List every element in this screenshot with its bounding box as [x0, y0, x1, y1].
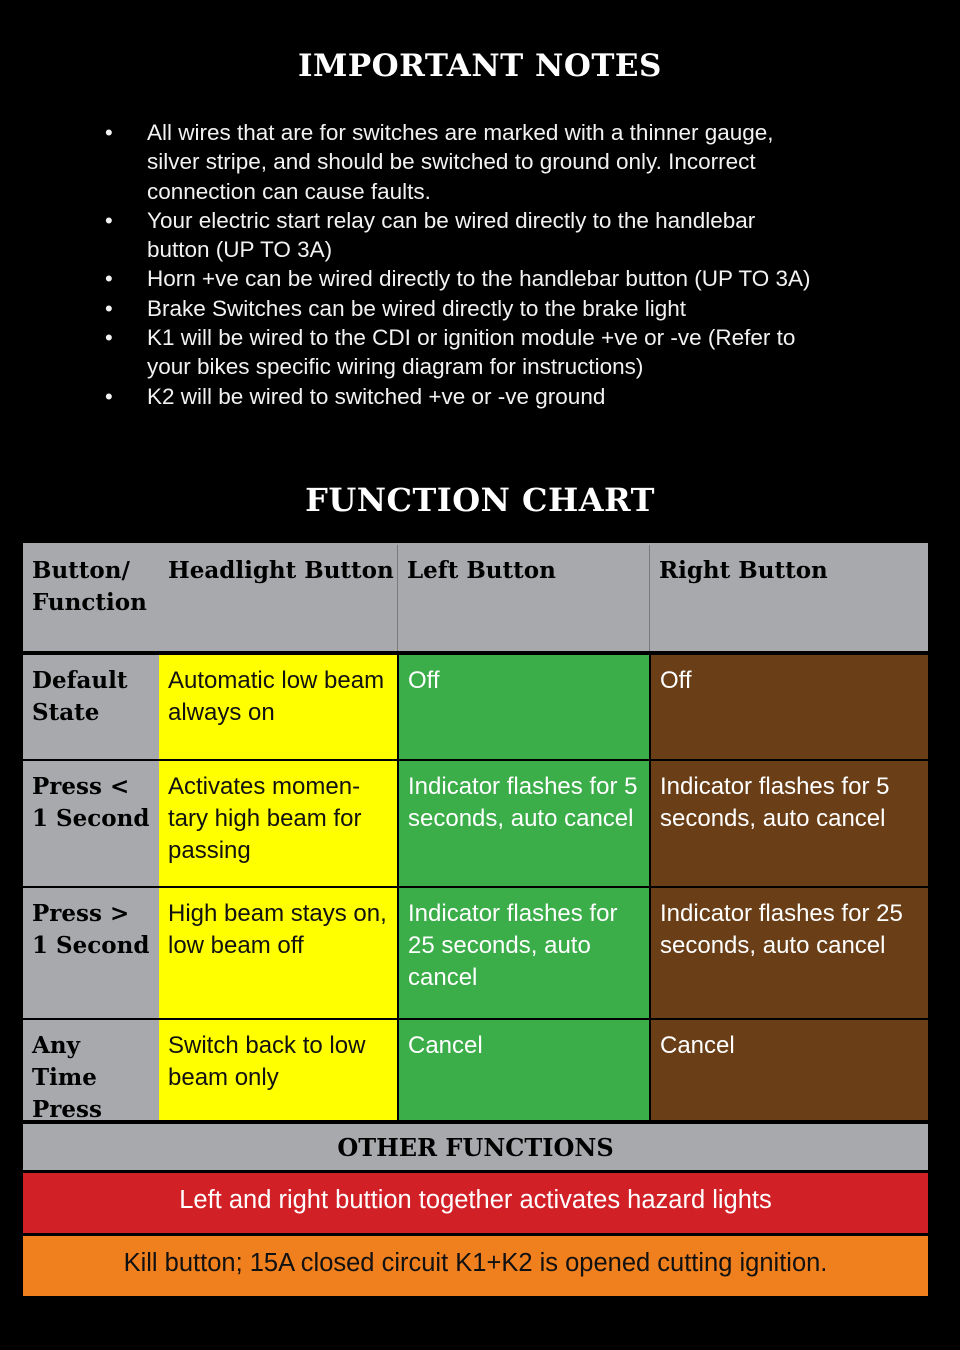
headlight-cell: Switch back to low beam only: [159, 1020, 397, 1120]
function-chart-title: FUNCTION CHART: [305, 481, 655, 519]
header-headlight-button: Headlight Button: [168, 557, 394, 584]
row-label: Press < 1 Second: [23, 761, 159, 886]
notes-title: IMPORTANT NOTES: [298, 48, 662, 84]
row-label: Default State: [23, 655, 159, 759]
function-chart-table: [23, 543, 928, 1296]
table-header-row: [23, 543, 928, 651]
headlight-cell: High beam stays on, low beam off: [159, 888, 397, 1018]
header-button-function: Button/ Function: [32, 557, 147, 616]
note-item: • K1 will be wired to the CDI or ignition module +ve or -ve (Refer to your bikes specific wiring diagram for instructions): [100, 323, 820, 382]
hazard-lights-band: Left and right buttion together activates hazard lights: [23, 1170, 928, 1233]
note-item: • Horn +ve can be wired directly to the handlebar button (UP TO 3A): [100, 264, 820, 293]
kill-button-band: Kill button; 15A closed circuit K1+K2 is opened cutting ignition.: [23, 1233, 928, 1296]
note-item: • All wires that are for switches are marked with a thinner gauge, silver stripe, and should be switched to ground only. Incorrect connection can cause faults.: [100, 118, 820, 206]
left-button-cell: Indicator flashes for 5 seconds, auto cancel: [397, 761, 649, 886]
table-row: [23, 886, 928, 1018]
right-button-cell: Indicator flashes for 5 seconds, auto cancel: [649, 761, 928, 886]
left-button-cell: Indicator flashes for 25 seconds, auto cancel: [397, 888, 649, 1018]
table-row: [23, 759, 928, 886]
headlight-cell: Automatic low beam always on: [159, 655, 397, 759]
notes-list: [100, 118, 820, 411]
table-row: [23, 651, 928, 759]
row-label: Press > 1 Second: [23, 888, 159, 1018]
table-row: [23, 1018, 928, 1123]
headlight-cell: Activates momen-tary high beam for passing: [159, 761, 397, 886]
header-right-button: Right Button: [649, 545, 928, 651]
row-label: Any Time Press: [23, 1020, 159, 1120]
note-item: • Brake Switches can be wired directly to the brake light: [100, 294, 820, 323]
note-item: • K2 will be wired to switched +ve or -ve ground: [100, 382, 820, 411]
other-functions-heading: OTHER FUNCTIONS: [23, 1120, 928, 1170]
left-button-cell: Off: [397, 655, 649, 759]
right-button-cell: Cancel: [649, 1020, 928, 1120]
left-button-cell: Cancel: [397, 1020, 649, 1120]
right-button-cell: Indicator flashes for 25 seconds, auto cancel: [649, 888, 928, 1018]
header-left-button: Left Button: [397, 545, 649, 651]
note-item: • Your electric start relay can be wired directly to the handlebar button (UP TO 3A): [100, 206, 820, 265]
right-button-cell: Off: [649, 655, 928, 759]
